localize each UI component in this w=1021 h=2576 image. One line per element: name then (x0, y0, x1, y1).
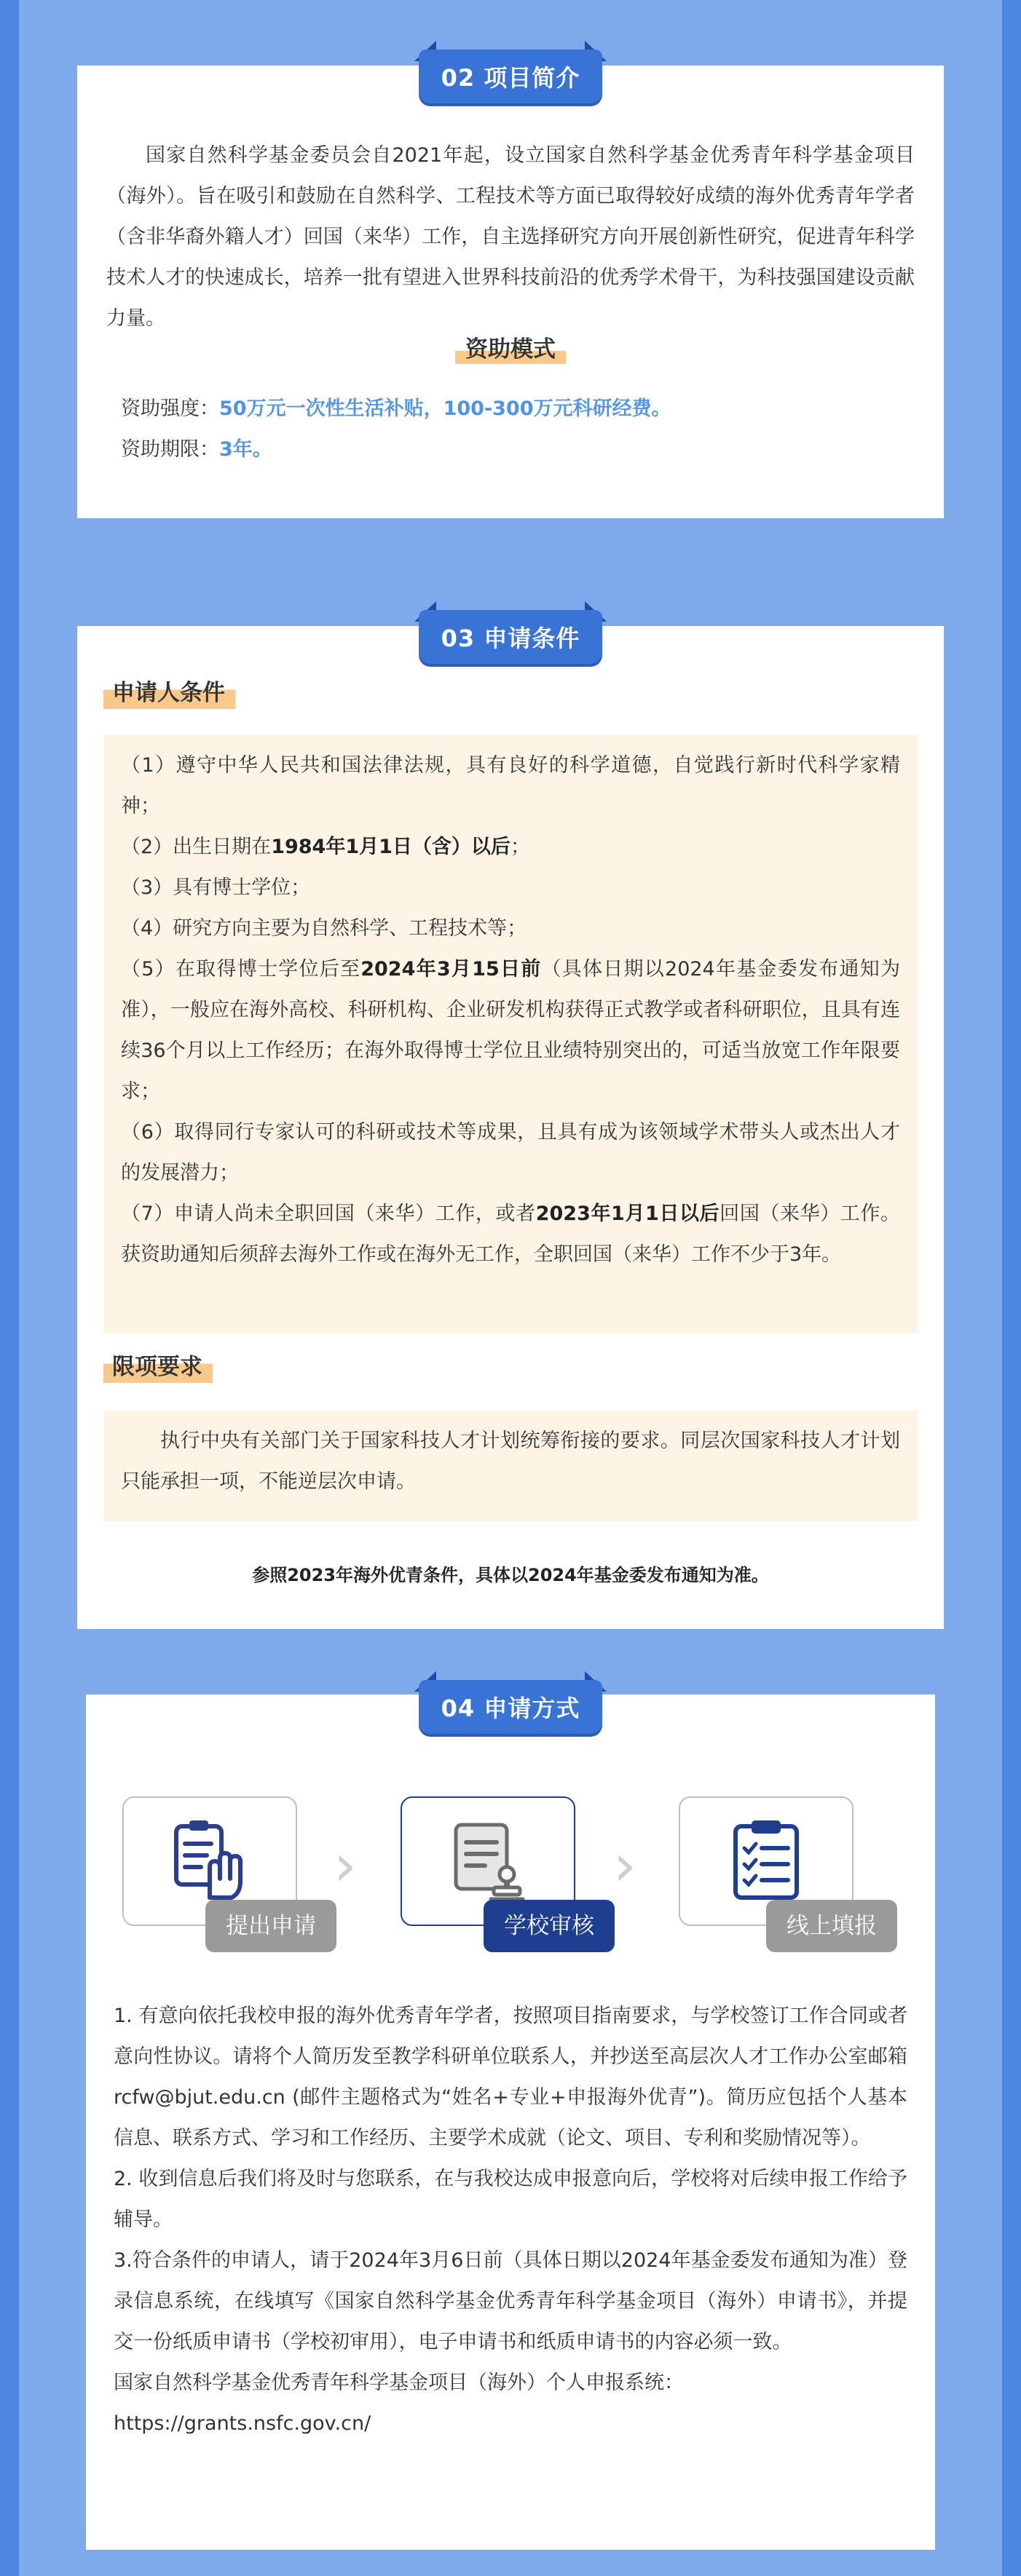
condition-item: （3）具有博士学位； (121, 876, 311, 899)
limit-requirements-text: 执行中央有关部门关于国家科技人才计划统筹衔接的要求。同层次国家科技人才计划只能承担一项，不能逆层次申请。 (121, 1430, 900, 1493)
section-title: 02 项目简介 (419, 49, 602, 103)
section-project-intro (77, 66, 944, 518)
conditions-note: 参照2023年海外优青条件，具体以2024年基金委发布通知为准。 (252, 1565, 769, 1585)
section-application-conditions (77, 626, 944, 1629)
step-label: 线上填报 (766, 1900, 897, 1952)
step-label: 学校审核 (484, 1900, 615, 1952)
section-tab (419, 1671, 602, 1734)
step-online-filing (679, 1796, 877, 1971)
funding-period (121, 435, 272, 464)
method-paragraph-1: 1. 有意向依托我校申报的海外优秀青年学者，按照项目指南要求，与学校签订工作合同或者意向性协议。请将个人简历发至教学科研单位联系人，并抄送至高层次人才工作办公室邮箱rcfw@bjut.edu.cn (邮件主题格式为“姓名+专业+申报海外优青”)。简历应包括个人基本信息、联系方式、学习和工作经历、主要学术成就（论文、项目、专利和奖励情况等）。 (114, 2005, 907, 2149)
condition-item: （7）申请人尚未全职回国（来华）工作，或者2023年1月1日以后回国（来华）工作。获资助通知后须辞去海外工作或在海外无工作，全职回国（来华）工作不少于3年。 (121, 1202, 900, 1266)
system-url-link[interactable]: https://grants.nsfc.gov.cn/ (114, 2412, 371, 2435)
section-tab (419, 41, 602, 103)
method-paragraph-4: 国家自然科学基金优秀青年科学基金项目（海外）个人申报系统： (114, 2371, 684, 2394)
funding-period-label: 资助期限： (121, 438, 219, 461)
funding-intensity (121, 395, 671, 424)
clipboard-checklist-icon (722, 1816, 810, 1906)
section-tab (419, 601, 602, 664)
document-stamp-icon (444, 1816, 532, 1906)
section-title: 04 申请方式 (419, 1680, 602, 1734)
method-paragraph-2: 2. 收到信息后我们将及时与您联系，在与我校达成申报意向后，学校将对后续申报工作给予辅导。 (114, 2168, 907, 2231)
condition-item: （1）遵守中华人民共和国法律法规，具有良好的科学道德，自觉践行新时代科学家精神； (121, 754, 900, 817)
condition-item: （4）研究方向主要为自然科学、工程技术等； (121, 917, 527, 940)
funding-intensity-label: 资助强度： (121, 397, 219, 420)
step-submit-application (122, 1796, 316, 1971)
method-paragraph-3: 3.符合条件的申请人，请于2024年3月6日前（具体日期以2024年基金委发布通知为准）登录信息系统，在线填写《国家自然科学基金优秀青年科学基金项目（海外）申请书》，并提交一份纸质申请书（学校初审用），电子申请书和纸质申请书的内容必须一致。 (114, 2249, 907, 2353)
funding-intensity-value: 50万元一次性生活补贴，100-300万元科研经费。 (219, 397, 671, 420)
section-application-method (86, 1695, 935, 2550)
limit-requirements-title: 限项要求 (103, 1351, 213, 1383)
application-method-text (114, 1996, 907, 2444)
applicant-conditions-title: 申请人条件 (103, 677, 235, 709)
funding-period-value: 3年。 (219, 438, 272, 461)
chevron-right-icon: › (334, 1831, 357, 1899)
hand-document-icon (166, 1816, 253, 1906)
condition-item: （5）在取得博士学位后至2024年3月15日前（具体日期以2024年基金委发布通知为准），一般应在海外高校、科研机构、企业研发机构获得正式教学或者科研职位，且具有连续36个月以上工作经历；在海外取得博士学位且业绩特别突出的，可适当放宽工作年限要求； (121, 958, 900, 1103)
chevron-right-icon: › (613, 1831, 636, 1899)
section-title: 03 申请条件 (419, 610, 602, 664)
funding-mode-title: 资助模式 (455, 335, 566, 364)
condition-item: （2）出生日期在1984年1月1日（含）以后； (121, 836, 530, 858)
applicant-conditions-box (103, 735, 918, 1333)
step-label: 提出申请 (205, 1900, 336, 1952)
intro-paragraph: 国家自然科学基金委员会自2021年起，设立国家自然科学基金优秀青年科学基金项目（海外）。旨在吸引和鼓励在自然科学、工程技术等方面已取得较好成绩的海外优秀青年学者（含非华裔外籍人才）回国（来华）工作，自主选择研究方向开展创新性研究，促进青年科学技术人才的快速成长，培养一批有望进入世界科技前沿的优秀学术骨干，为科技强国建设贡献力量。 (106, 144, 915, 330)
limit-requirements-box (103, 1411, 918, 1521)
condition-item: （6）取得同行专家认可的科研或技术等成果，且具有成为该领域学术带头人或杰出人才的发展潜力； (121, 1121, 900, 1184)
process-steps (86, 1796, 935, 1971)
step-school-review (401, 1796, 594, 1971)
